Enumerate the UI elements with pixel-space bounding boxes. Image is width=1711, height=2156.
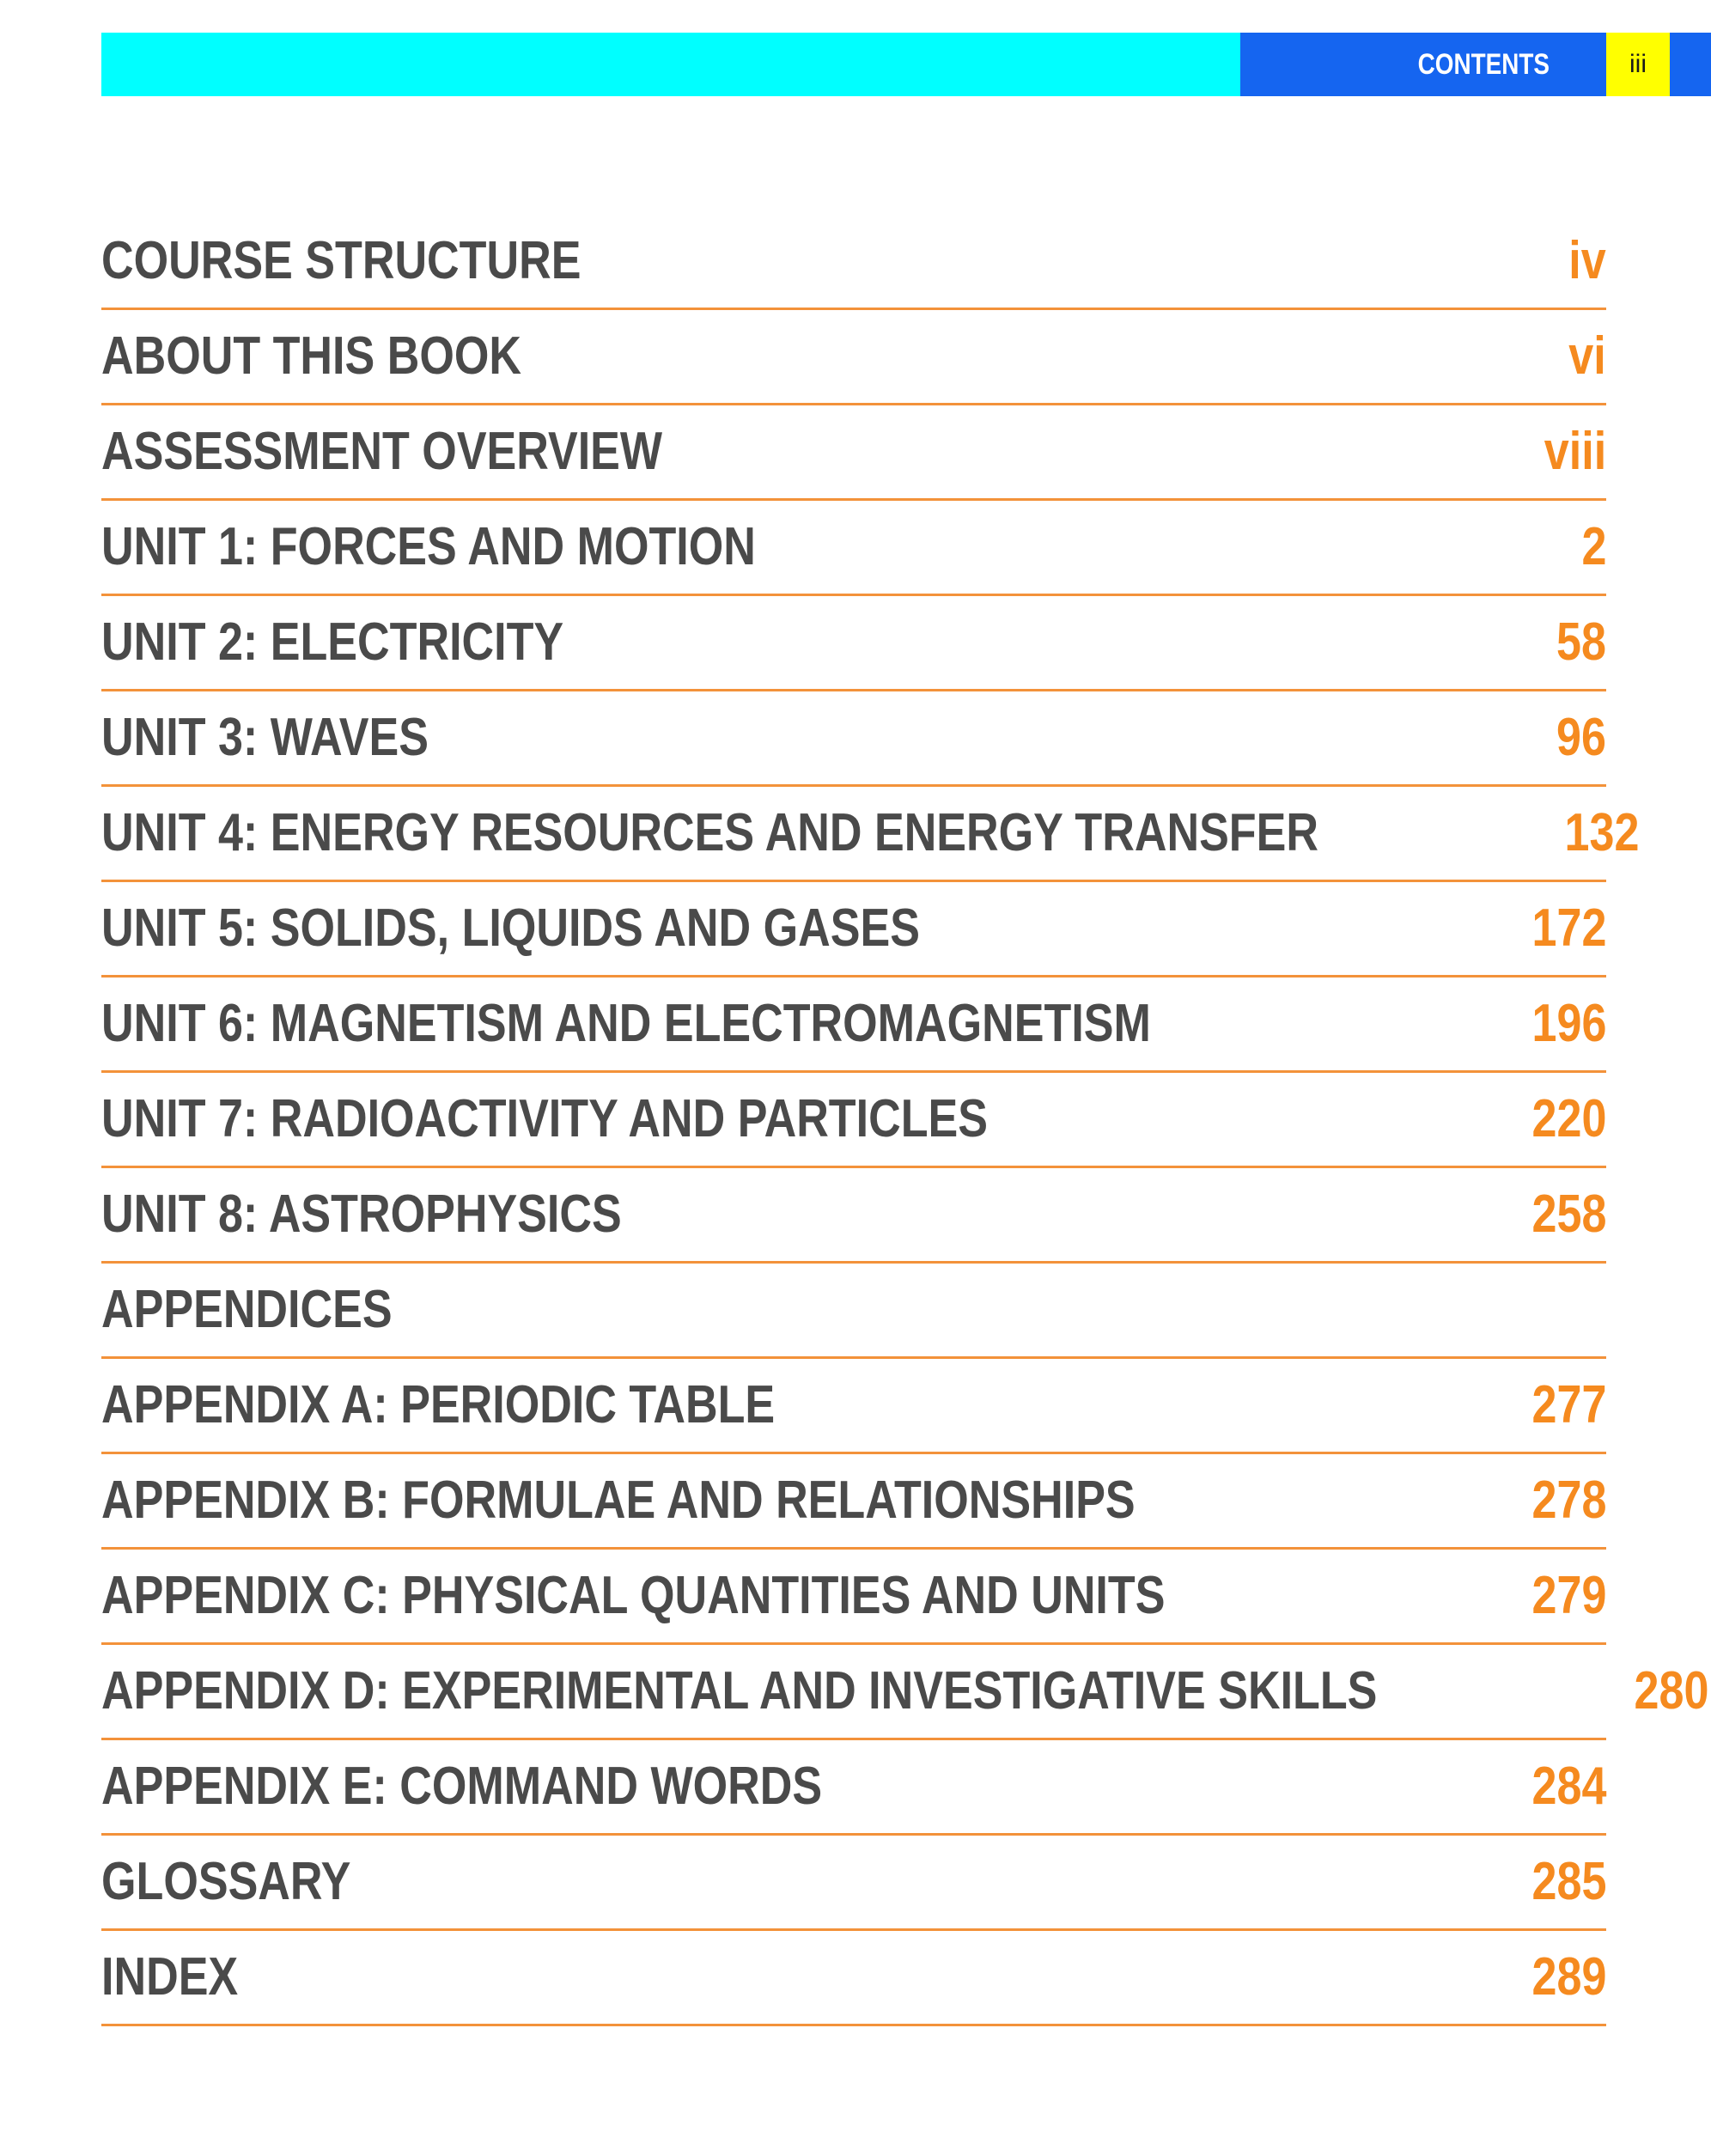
toc-entry-assessment-overview[interactable] (101, 405, 1606, 501)
toc-entry-title: UNIT 1: FORCES AND MOTION (101, 517, 756, 576)
page-number-box (1606, 33, 1670, 96)
toc-entry-course-structure[interactable] (101, 215, 1606, 310)
toc-entry-unit-5[interactable] (101, 882, 1606, 978)
toc-entry-appendix-a[interactable] (101, 1359, 1606, 1454)
toc-entry-page: 284 (1531, 1757, 1606, 1816)
toc-entry-page: 285 (1531, 1852, 1606, 1911)
toc-entry-page: 220 (1531, 1089, 1606, 1148)
toc-entry-title: ASSESSMENT OVERVIEW (101, 422, 663, 481)
toc-entry-page: 289 (1531, 1947, 1606, 2007)
toc-entry-page: 196 (1531, 994, 1606, 1053)
header-blue-tail (1670, 33, 1711, 96)
toc-entry-title: UNIT 7: RADIOACTIVITY AND PARTICLES (101, 1089, 988, 1148)
toc-entry-appendix-c[interactable] (101, 1550, 1606, 1645)
toc-entry-title: UNIT 5: SOLIDS, LIQUIDS AND GASES (101, 898, 920, 958)
toc-entry-page: 279 (1531, 1566, 1606, 1625)
toc-entry-unit-8[interactable] (101, 1168, 1606, 1264)
toc-entry-page: 277 (1531, 1375, 1606, 1434)
toc-entry-page: viii (1544, 422, 1606, 481)
toc-entry-unit-4[interactable] (101, 787, 1640, 882)
toc-entry-title: UNIT 2: ELECTRICITY (101, 612, 564, 672)
toc-entry-title: APPENDIX A: PERIODIC TABLE (101, 1375, 776, 1434)
header-cyan-band (101, 33, 1240, 96)
toc-entry-unit-6[interactable] (101, 978, 1606, 1073)
toc-entry-title: COURSE STRUCTURE (101, 231, 581, 290)
toc-section-appendices (101, 1264, 1606, 1359)
toc-entry-title: UNIT 4: ENERGY RESOURCES AND ENERGY TRANSFER (101, 803, 1318, 862)
toc-entry-appendix-b[interactable] (101, 1454, 1606, 1550)
toc-entry-title: APPENDIX E: COMMAND WORDS (101, 1757, 823, 1816)
toc-entry-index[interactable] (101, 1931, 1606, 2026)
toc-entry-page: 278 (1531, 1471, 1606, 1530)
toc-entry-unit-7[interactable] (101, 1073, 1606, 1168)
toc-entry-page: 58 (1556, 612, 1606, 672)
header-section-band (1240, 33, 1606, 96)
toc-entry-title: UNIT 3: WAVES (101, 708, 429, 767)
toc-entry-title: ABOUT THIS BOOK (101, 326, 521, 386)
page-number: iii (1629, 50, 1647, 78)
toc-entry-unit-1[interactable] (101, 501, 1606, 596)
toc-entry-page: 280 (1634, 1661, 1709, 1721)
toc-entry-page: 96 (1556, 708, 1606, 767)
toc-entry-title: INDEX (101, 1947, 239, 2007)
table-of-contents (101, 215, 1709, 2026)
toc-entry-title: UNIT 6: MAGNETISM AND ELECTROMAGNETISM (101, 994, 1151, 1053)
toc-entry-title: GLOSSARY (101, 1852, 351, 1911)
toc-entry-page: 172 (1531, 898, 1606, 958)
header-bar (101, 33, 1711, 96)
toc-entry-glossary[interactable] (101, 1836, 1606, 1931)
section-label: CONTENTS (1417, 47, 1550, 81)
toc-entry-page: 132 (1564, 803, 1640, 862)
toc-entry-page: iv (1568, 231, 1606, 290)
toc-entry-page: vi (1568, 326, 1606, 386)
toc-entry-title: APPENDIX C: PHYSICAL QUANTITIES AND UNITS (101, 1566, 1166, 1625)
toc-entry-appendix-d[interactable] (101, 1645, 1709, 1740)
toc-entry-appendix-e[interactable] (101, 1740, 1606, 1836)
toc-entry-unit-3[interactable] (101, 691, 1606, 787)
toc-entry-title: APPENDIX B: FORMULAE AND RELATIONSHIPS (101, 1471, 1136, 1530)
toc-entry-title: APPENDIX D: EXPERIMENTAL AND INVESTIGATIVE SKILLS (101, 1661, 1378, 1721)
toc-entry-about-this-book[interactable] (101, 310, 1606, 405)
toc-entry-title: UNIT 8: ASTROPHYSICS (101, 1185, 622, 1244)
toc-entry-unit-2[interactable] (101, 596, 1606, 691)
toc-entry-page: 2 (1581, 517, 1606, 576)
toc-section-title: APPENDICES (101, 1280, 393, 1339)
toc-entry-page: 258 (1531, 1185, 1606, 1244)
